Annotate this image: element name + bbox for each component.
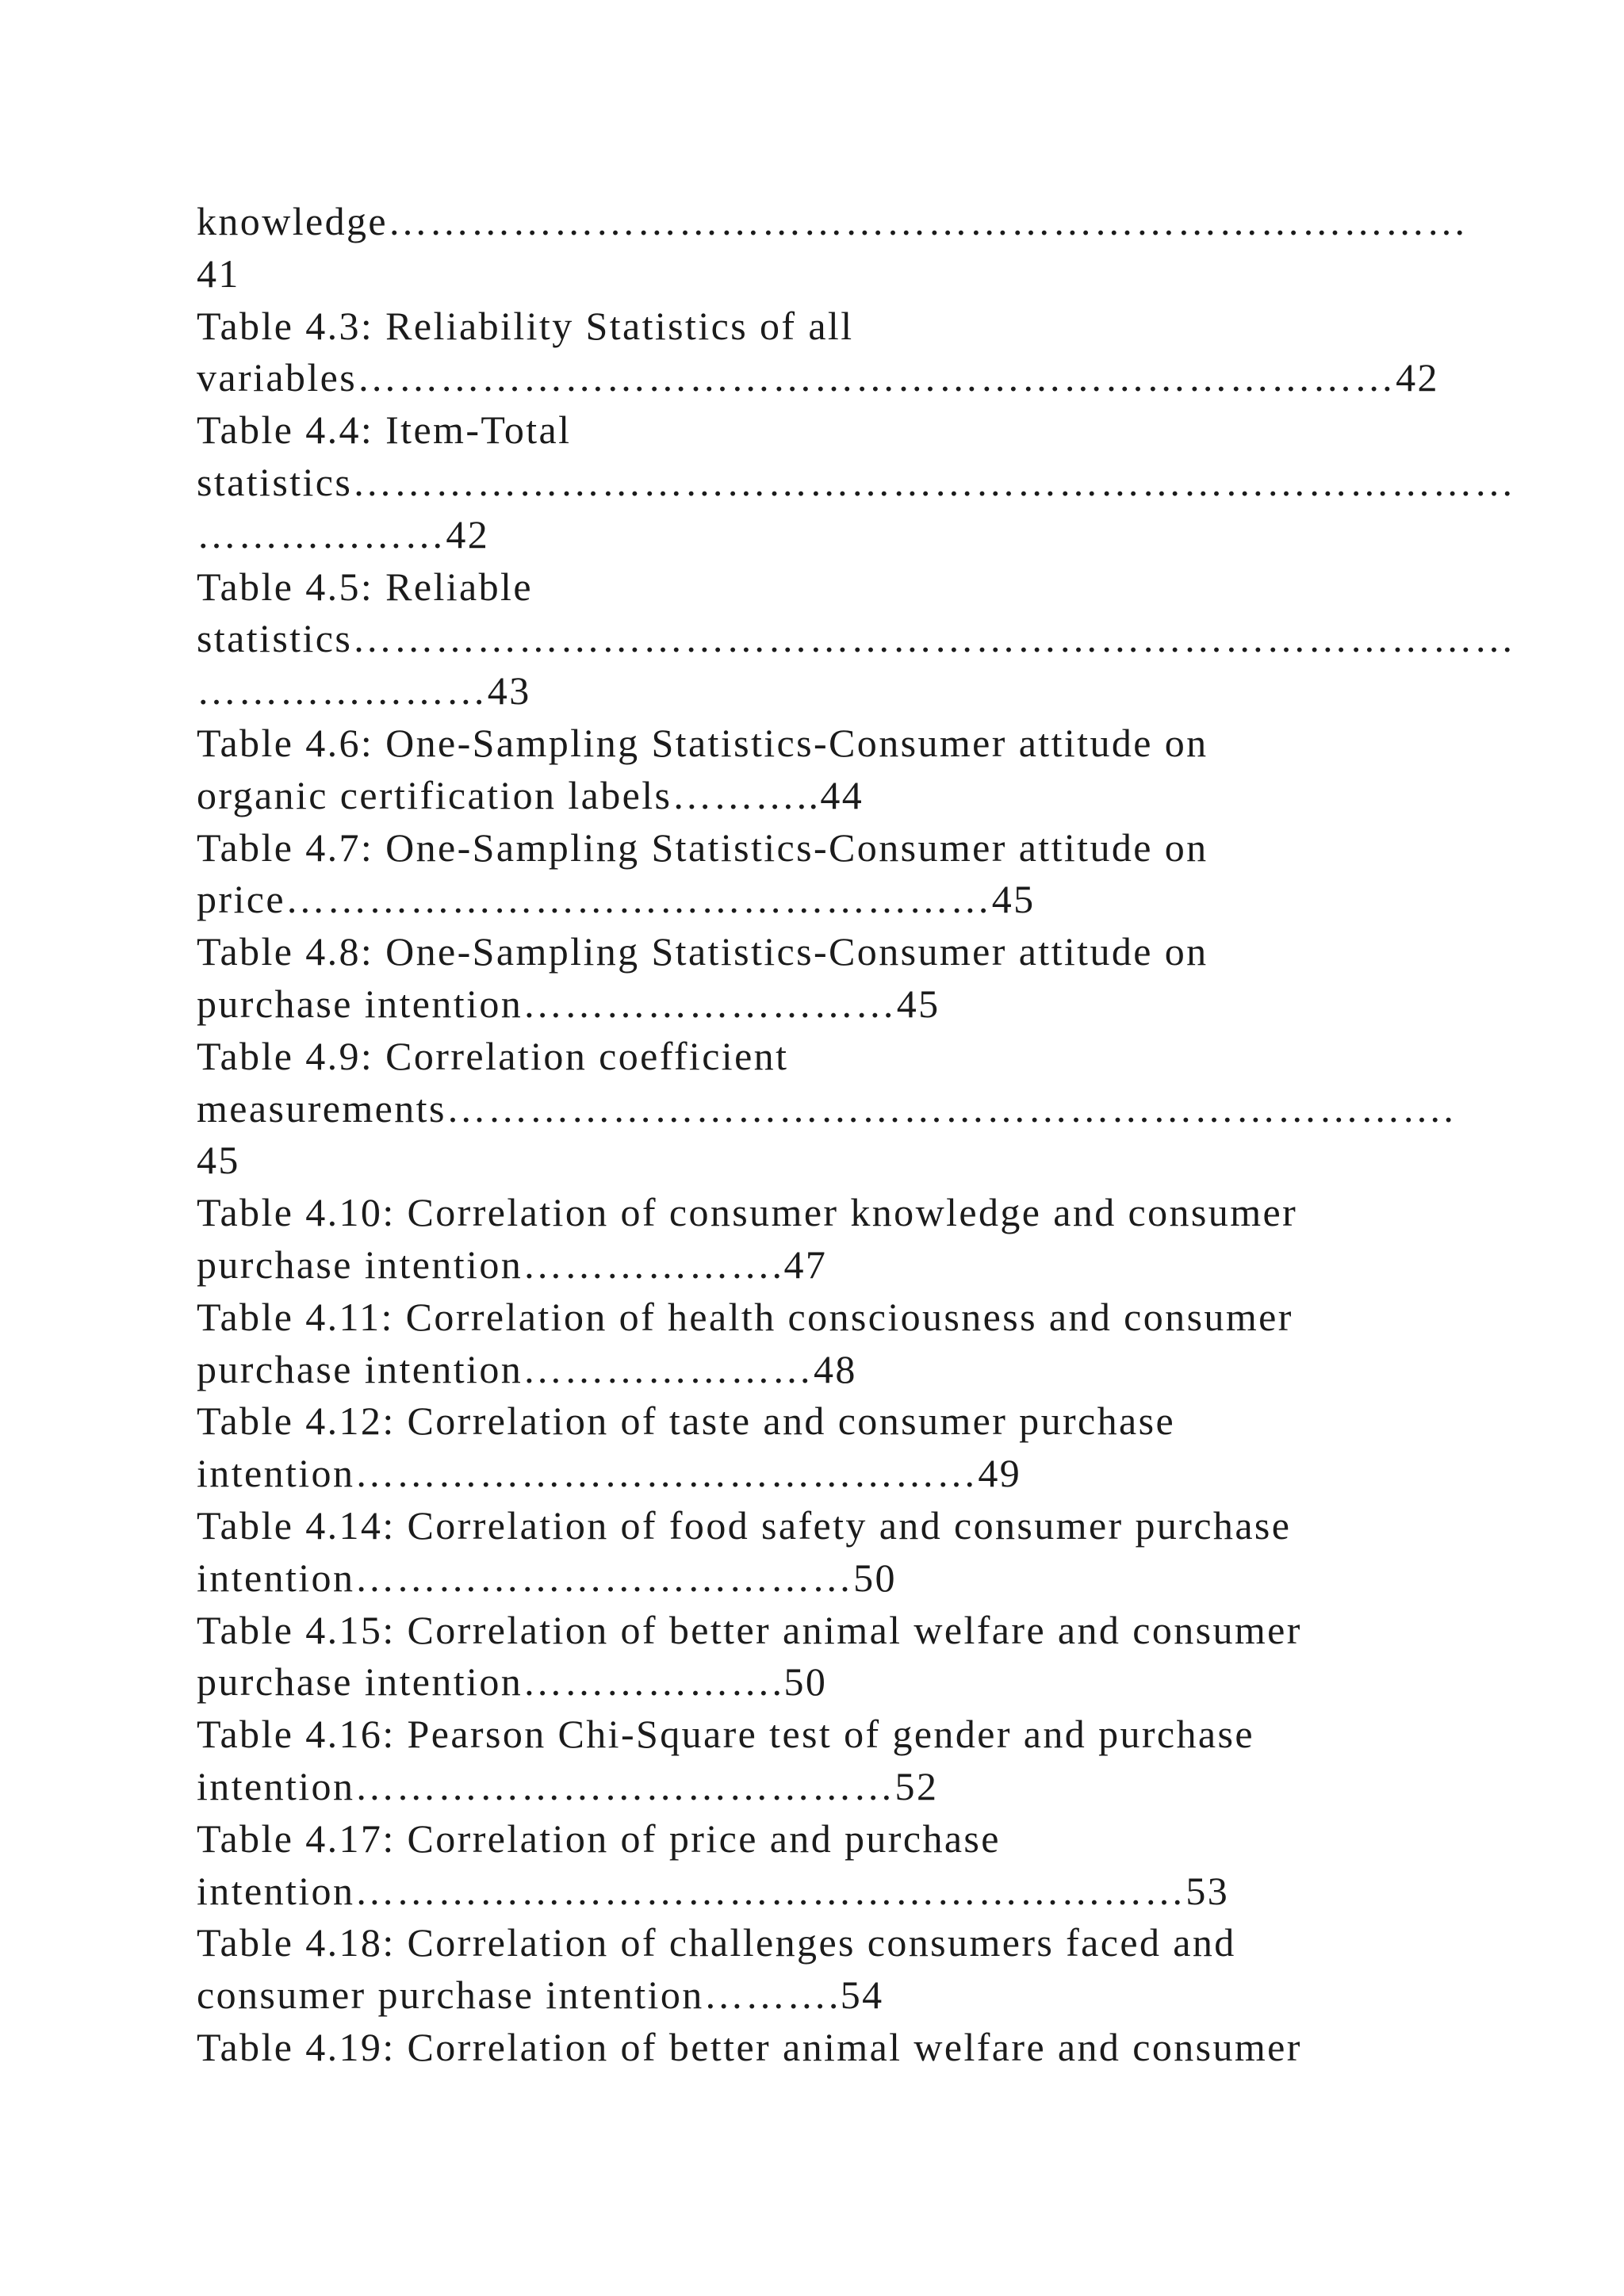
toc-entry-title: Table 4.18: Correlation of challenges consumers faced and — [197, 1920, 1236, 1965]
toc-line: purchase intention…………………48 — [197, 1346, 857, 1391]
toc-line: intention…………………………………52 — [197, 1763, 939, 1808]
table-of-contents — [197, 196, 1516, 2074]
toc-line: price……………………………………………45 — [197, 877, 1036, 922]
toc-entry-title: Table 4.4: Item-Total — [197, 408, 572, 453]
toc-line: purchase intention……………….50 — [197, 1659, 828, 1705]
toc-entry-title: Table 4.16: Pearson Chi-Square test of gender and purchase — [197, 1712, 1254, 1757]
toc-page-number: 45 — [197, 1138, 240, 1183]
toc-entry-title: Table 4.15: Correlation of better animal welfare and consumer — [197, 1607, 1302, 1652]
toc-line: statistics………………………………………………………………………… — [197, 616, 1516, 661]
toc-entry-title: Table 4.12: Correlation of taste and consumer purchase — [197, 1399, 1176, 1444]
toc-line: statistics………………………………………………………………………… — [197, 459, 1516, 504]
toc-page-number: 41 — [197, 251, 240, 296]
toc-line: …………………43 — [197, 668, 531, 714]
toc-line: consumer purchase intention……….54 — [197, 1973, 884, 2018]
toc-line: intention………………………………50 — [197, 1555, 897, 1600]
toc-line: intention……………………………………………………53 — [197, 1868, 1230, 1913]
toc-entry-title: Table 4.9: Correlation coefficient — [197, 1033, 789, 1078]
toc-line: variables…………………………………………………………………42 — [197, 355, 1439, 400]
toc-entry-title: Table 4.6: One-Sampling Statistics-Consumer attitude on — [197, 720, 1208, 765]
toc-line: intention………………………………………49 — [197, 1451, 1022, 1496]
toc-entry-title: Table 4.17: Correlation of price and purchase — [197, 1816, 1001, 1861]
toc-line: ………………42 — [197, 511, 490, 557]
toc-entry-title: Table 4.5: Reliable — [197, 564, 533, 609]
toc-line: organic certification labels………..44 — [197, 772, 864, 817]
toc-entry-title: Table 4.11: Correlation of health consciousness and consumer — [197, 1294, 1293, 1339]
toc-entry-title: Table 4.10: Correlation of consumer knowledge and consumer — [197, 1190, 1298, 1235]
toc-line: purchase intention………………………45 — [197, 981, 940, 1026]
toc-entry-title: Table 4.3: Reliability Statistics of all — [197, 303, 854, 348]
toc-entry-title: Table 4.14: Correlation of food safety and consumer purchase — [197, 1502, 1292, 1548]
toc-line: knowledge…………………………………………………………………… — [197, 199, 1469, 243]
toc-entry-title: Table 4.7: One-Sampling Statistics-Consumer attitude on — [197, 825, 1208, 870]
toc-line: purchase intention……………….47 — [197, 1242, 828, 1287]
toc-entry-title: Table 4.8: One-Sampling Statistics-Consumer attitude on — [197, 929, 1208, 974]
toc-entry-title: Table 4.19: Correlation of better animal welfare and consumer — [197, 2024, 1302, 2069]
toc-line: measurements………………………………………………………………. — [197, 1085, 1456, 1131]
